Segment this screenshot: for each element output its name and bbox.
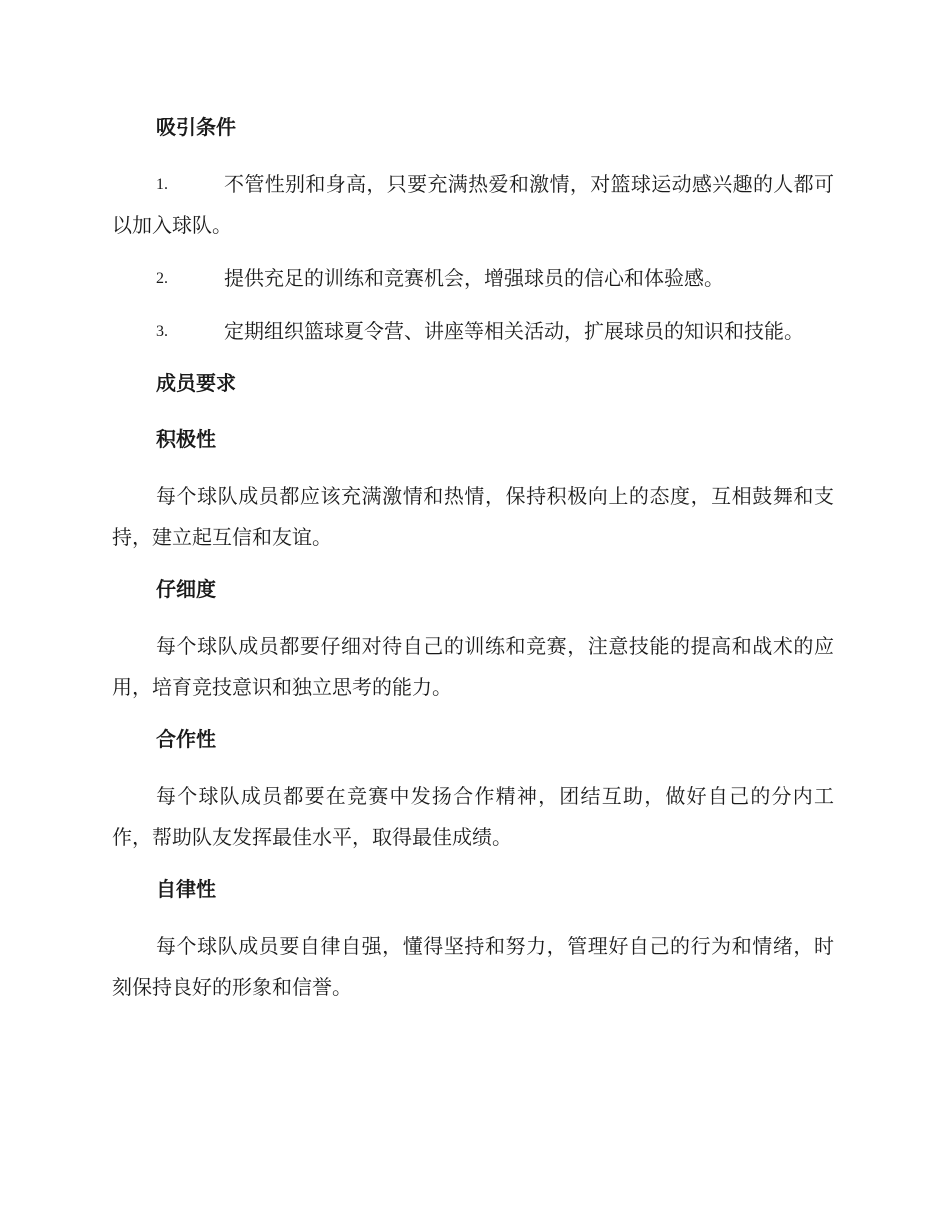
subsection-heading-positivity: 积极性 <box>156 427 216 451</box>
list-number: 1. <box>156 176 168 193</box>
subsection-heading-cooperation: 合作性 <box>156 727 216 751</box>
paragraph-carefulness: 每个球队成员都要仔细对待自己的训练和竞赛，注意技能的提高和战术的应用，培育竞技意识和独立思考的能力。 <box>112 634 834 699</box>
subsection-heading-carefulness: 仔细度 <box>156 577 216 601</box>
list-item-text: 定期组织篮球夏令营、讲座等相关活动，扩展球员的知识和技能。 <box>224 319 804 343</box>
section-heading-requirements: 成员要求 <box>156 371 236 395</box>
list-number: 3. <box>156 323 168 340</box>
subsection-heading-self-discipline: 自律性 <box>156 877 216 901</box>
paragraph-self-discipline: 每个球队成员要自律自强，懂得坚持和努力，管理好自己的行为和情绪，时刻保持良好的形象和信誉。 <box>112 934 834 999</box>
paragraph-cooperation: 每个球队成员都要在竞赛中发扬合作精神，团结互助，做好自己的分内工作，帮助队友发挥最佳水平，取得最佳成绩。 <box>112 784 834 849</box>
section-heading-attraction: 吸引条件 <box>156 115 236 139</box>
list-item <box>112 311 834 352</box>
list-item <box>112 164 834 246</box>
paragraph-positivity: 每个球队成员都应该充满激情和热情，保持积极向上的态度，互相鼓舞和支持，建立起互信和友谊。 <box>112 484 834 549</box>
list-item-text: 不管性别和身高，只要充满热爱和激情，对篮球运动感兴趣的人都可以加入球队。 <box>112 172 834 237</box>
list-item <box>112 258 834 299</box>
list-item-text: 提供充足的训练和竞赛机会，增强球员的信心和体验感。 <box>224 266 724 290</box>
document-page <box>112 108 834 1020</box>
list-number: 2. <box>156 270 168 287</box>
